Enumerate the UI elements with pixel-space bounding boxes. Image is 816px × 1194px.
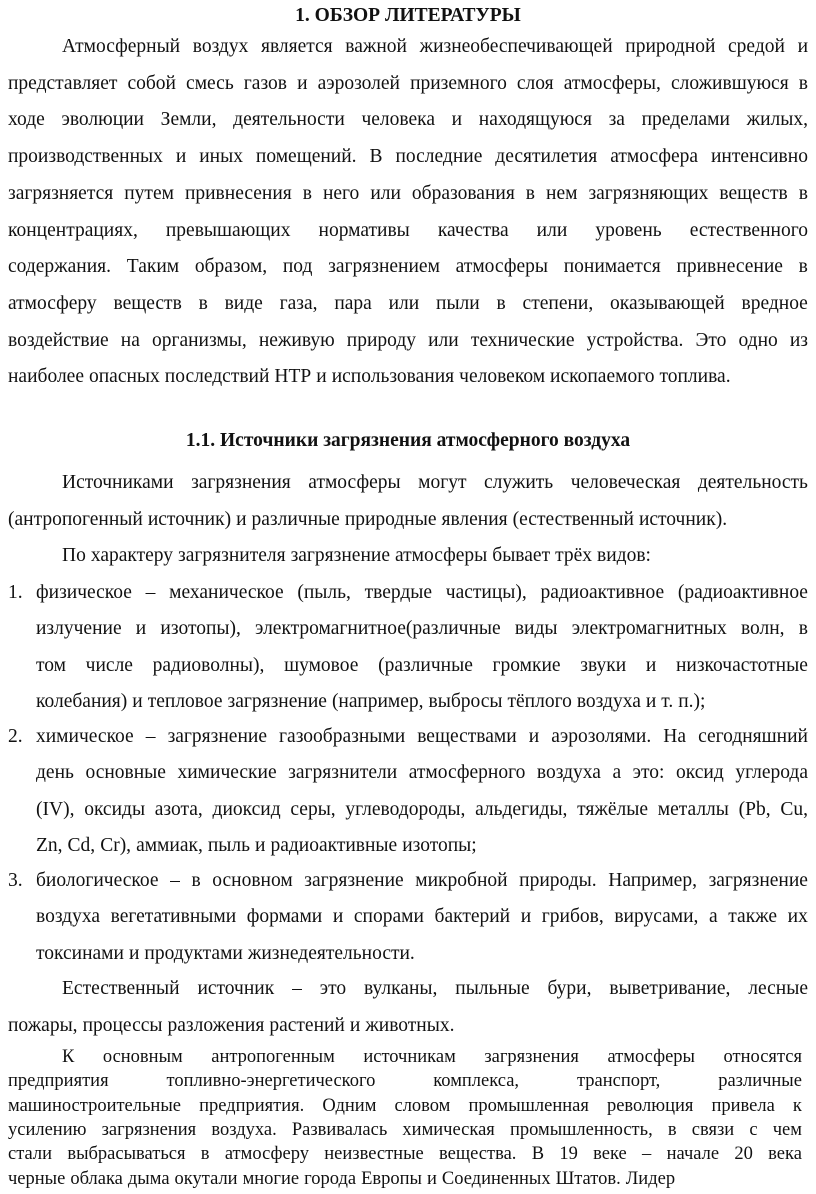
text-line: токсинами и продуктами жизнедеятельности.	[36, 942, 415, 964]
text-line: (антропогенный источник) и различные природные явления (естественный источник).	[8, 508, 728, 530]
text-line: черные облака дыма окутали многие города Европы и Соединенных Штатов. Лидер	[8, 1168, 676, 1189]
text-line: К основным антропогенным источникам загрязнения атмосферы относятся	[62, 1047, 802, 1067]
text-line: производственных и иных помещений. В последние десятилетия атмосфера интенсивно	[8, 146, 808, 168]
list-marker: 1.	[8, 582, 23, 603]
section-title: 1. ОБЗОР ЛИТЕРАТУРЫ	[295, 5, 521, 26]
text-line: химическое – загрязнение газообразными веществами и аэрозолями. На сегодняшний	[36, 726, 808, 747]
text-line: представляет собой смесь газов и аэрозолей приземного слоя атмосферы, сложившуюся в	[8, 72, 808, 94]
text-line: атмосферу веществ в виде газа, пара или пыли в степени, оказывающей вредное	[8, 292, 808, 314]
list-marker: 2.	[8, 726, 23, 747]
text-line: Естественный источник – это вулканы, пыльные бури, выветривание, лесные	[62, 978, 808, 999]
text-line: излучение и изотопы), электромагнитное(различные виды электромагнитных волн, в	[36, 618, 808, 640]
text-line: колебания) и тепловое загрязнение (например, выбросы тёплого воздуха и т. п.);	[36, 690, 706, 712]
text-line: загрязняется путем привнесения в него или образования в нем загрязняющих веществ в	[8, 182, 808, 204]
text-line: предприятия топливно-энергетического комплекса, транспорт, различные	[8, 1071, 802, 1092]
text-line: концентрациях, превышающих нормативы качества или уровень естественного	[8, 219, 808, 241]
text-line: стали выбрасываться в атмосферу неизвестные вещества. В 19 веке – начале 20 века	[8, 1144, 802, 1165]
text-line: день основные химические загрязнители атмосферного воздуха а это: оксид углерода	[36, 762, 808, 784]
text-line: содержания. Таким образом, под загрязнением атмосферы понимается привнесение в	[8, 256, 808, 278]
list-marker: 3.	[8, 870, 23, 891]
text-line: биологическое – в основном загрязнение микробной природы. Например, загрязнение	[36, 870, 808, 891]
text-line: физическое – механическое (пыль, твердые частицы), радиоактивное (радиоактивное	[36, 582, 808, 603]
text-line: воздуха вегетативными формами и спорами бактерий и грибов, вирусами, а также их	[36, 906, 808, 928]
text-line: По характеру загрязнителя загрязнение атмосферы бывает трёх видов:	[62, 545, 651, 566]
text-line: усилению загрязнения воздуха. Развивалась химическая промышленность, в связи с чем	[8, 1119, 802, 1140]
text-line: воздействие на организмы, неживую природу или технические устройства. Это одно из	[8, 329, 808, 351]
subsection-title: 1.1. Источники загрязнения атмосферного воздуха	[185, 430, 631, 451]
text-line: Источниками загрязнения атмосферы могут служить человеческая деятельность	[62, 472, 808, 493]
text-line: ходе эволюции Земли, деятельности человека и находящуюся за пределами жилых,	[8, 109, 808, 131]
text-line: том числе радиоволны), шумовое (различные громкие звуки и низкочастотные	[36, 654, 808, 676]
text-line: машиностроительные предприятия. Одним словом промышленная революция привела к	[8, 1095, 802, 1116]
text-line: наиболее опасных последствий НТР и использования человеком ископаемого топлива.	[8, 366, 731, 388]
text-line: Атмосферный воздух является важной жизнеобеспечивающей природной средой и	[62, 36, 808, 57]
text-line: пожары, процессы разложения растений и животных.	[8, 1014, 455, 1036]
text-line: (IV), оксиды азота, диоксид серы, углеводороды, альдегиды, тяжёлые металлы (Pb, Cu,	[36, 798, 808, 820]
text-line: Zn, Cd, Cr), аммиак, пыль и радиоактивные изотопы;	[36, 834, 477, 856]
